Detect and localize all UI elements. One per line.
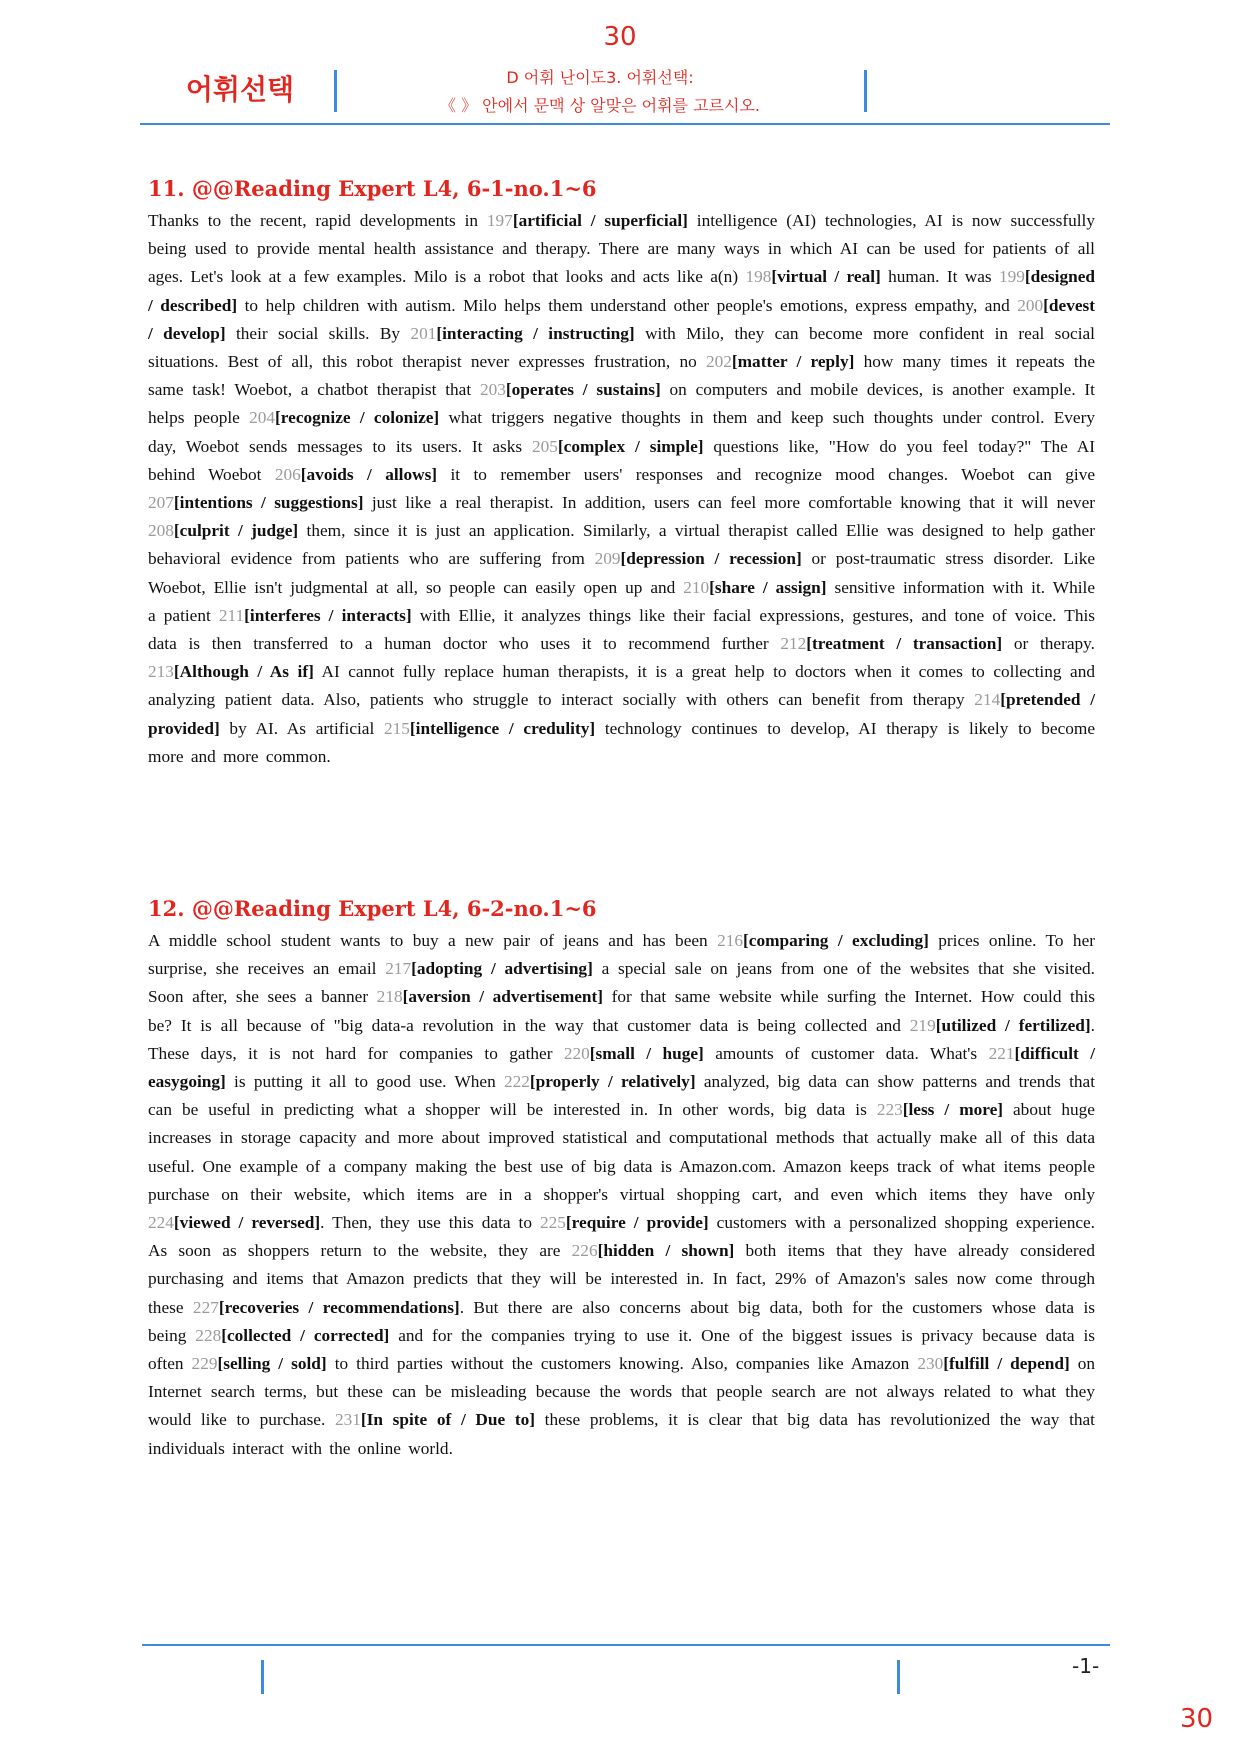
passage-text-run: them, since it is just an application. Similarly, a virtual therapist called Ellie was designed to help gather behavioral evidence from patients who are suffering from (148, 521, 1095, 569)
answer-choices: [treatment / transaction] (806, 634, 1003, 654)
passage-text-run: with Milo, they can become more confident in real social situations. Best of all, this robot therapist never expresses frustration, no (148, 323, 1095, 372)
answer-choices: [difficult / easygoing] (148, 1043, 1096, 1092)
footer-divider-right (897, 1660, 900, 1694)
passage-text-run: technology continues to develop, AI therapy is likely to become more and more common. (148, 718, 1095, 766)
passage-text-run: Thanks to the recent, rapid developments in (148, 211, 487, 230)
question-section-11 (148, 176, 1095, 771)
answer-choices: [matter / reply] (731, 352, 855, 372)
answer-choices: [devest / develop] (148, 295, 1095, 343)
question-number: 203 (479, 380, 506, 400)
passage-text-run: customers with a personalized shopping experience. As soon as shoppers return to the website, they are (148, 1213, 1095, 1261)
question-number: 215 (384, 718, 410, 738)
passage-text-run: sensitive information with it. While a patient (148, 577, 1095, 625)
answer-choices: [viewed / reversed] (173, 1213, 321, 1233)
header-rule (140, 123, 1110, 125)
answer-choices: [intentions / suggestions] (173, 493, 364, 513)
answer-choices: [intelligence / credulity] (409, 718, 596, 738)
question-number: 206 (274, 464, 301, 484)
header-subtitle-line2: 《 》 안에서 문맥 상 알맞은 어휘를 고르시오. (440, 96, 760, 115)
question-number: 209 (594, 549, 621, 569)
passage-text (148, 927, 1095, 1463)
question-number: 216 (717, 931, 744, 950)
passage-text-run: or therapy. (1002, 634, 1095, 654)
header-title: 어휘선택 (185, 73, 295, 106)
answer-choices: [less / more] (902, 1100, 1004, 1120)
answer-choices: [pretended / provided] (148, 690, 1095, 738)
question-number: 229 (191, 1354, 218, 1374)
passage-text-run: intelligence (AI) technologies, AI is now successfully being used to provide mental health assistance and therapy. There are many ways in which AI can be used for patients of all ages. Let's look at a few examples. Milo is a robot that looks and acts like a(n) (148, 211, 1095, 287)
question-section-12 (148, 896, 1095, 1463)
question-number: 202 (705, 352, 732, 372)
header-subtitle (340, 64, 860, 120)
passage-text-run: questions like, "How do you feel today?" The AI behind Woebot (148, 436, 1095, 484)
answer-choices: [depression / recession] (620, 549, 802, 569)
passage-text-run: on Internet search terms, but these can be misleading because the words that people search are not always related to what they would like to purchase. (148, 1354, 1096, 1430)
section-title: 12. @@Reading Expert L4, 6-2-no.1~6 (148, 896, 597, 921)
passage-text-run: human. It was (880, 267, 999, 287)
header-divider-right (864, 70, 867, 112)
passage-text-run: by AI. As artificial (219, 718, 384, 738)
passage-text-run: a special sale on jeans from one of the websites that she visited. Soon after, she sees a banner (148, 959, 1095, 1007)
answer-choices: [interferes / interacts] (244, 605, 412, 625)
question-number: 223 (876, 1100, 903, 1120)
answer-choices: [utilized / fertilized] (935, 1015, 1091, 1035)
answer-choices: [complex / simple] (557, 436, 704, 456)
answer-choices: [properly / relatively] (529, 1072, 696, 1092)
question-number: 213 (148, 662, 174, 682)
answer-choices: [interacting / instructing] (436, 323, 635, 343)
question-number: 219 (909, 1015, 936, 1035)
answer-choices: [avoids / allows] (300, 464, 438, 484)
passage-text-run: to third parties without the customers knowing. Also, companies like Amazon (326, 1354, 918, 1374)
page-number-bottom: 30 (1180, 1704, 1214, 1734)
question-number: 199 (998, 267, 1025, 287)
answer-choices: [require / provide] (565, 1213, 709, 1233)
question-number: 221 (988, 1043, 1015, 1063)
question-number: 227 (192, 1297, 219, 1317)
question-number: 197 (486, 211, 513, 230)
passage-text-run: . These days, it is not hard for companies to gather (148, 1015, 1095, 1063)
passage-text-run: to help children with autism. Milo helps them understand other people's emotions, express empathy, and (237, 295, 1018, 315)
question-number: 222 (504, 1072, 530, 1092)
passage-text-run: and for the companies trying to use it. One of the biggest issues is privacy because data is often (148, 1325, 1095, 1374)
passage-text-run: both items that they have already considered purchasing and items that Amazon predicts that they will be interested in. In fact, 29% of Amazon's sales now come through these (148, 1241, 1095, 1317)
question-number: 198 (745, 267, 772, 287)
passage-text-run: amounts of customer data. What's (703, 1043, 989, 1063)
answer-choices: [artificial / superficial] (512, 211, 688, 230)
question-number: 226 (571, 1241, 598, 1261)
passage-text-run: their social skills. By (225, 323, 411, 343)
question-number: 228 (195, 1325, 222, 1345)
page-number-top: 30 (603, 22, 637, 52)
question-number: 217 (385, 959, 412, 979)
question-number: 214 (974, 690, 1001, 710)
question-number: 211 (218, 605, 245, 625)
footer-page-marker: -1- (1072, 1654, 1100, 1678)
question-number: 205 (532, 436, 558, 456)
passage-text-run: it to remember users' responses and recognize mood changes. Woebot can give (437, 464, 1096, 484)
answer-choices: [selling / sold] (217, 1354, 327, 1374)
header-divider-left (334, 70, 337, 112)
answer-choices: [operates / sustains] (505, 380, 661, 400)
answer-choices: [In spite of / Due to] (360, 1410, 535, 1430)
question-number: 230 (917, 1354, 944, 1374)
question-number: 207 (148, 493, 174, 513)
passage-text-run: about huge increases in storage capacity and more about improved statistical and computational methods that actually make all of this data useful. One example of a company making the best use of big data is Amazon.com. Amazon keeps track of what items people purchase on their website, which items are in a shopper's virtual shopping cart, and even which items they have only (148, 1100, 1095, 1204)
answer-choices: [hidden / shown] (597, 1241, 735, 1261)
answer-choices: [small / huge] (589, 1043, 704, 1063)
question-number: 231 (334, 1410, 361, 1430)
passage-text (148, 207, 1095, 771)
question-number: 220 (563, 1043, 590, 1063)
question-number: 225 (540, 1213, 566, 1233)
answer-choices: [recognize / colonize] (275, 408, 440, 428)
passage-text-run: . But there are also concerns about big data, both for the customers whose data is being (148, 1297, 1096, 1345)
passage-text-run: how many times it repeats the same task! Woebot, a chatbot therapist that (148, 352, 1095, 400)
answer-choices: [culprit / judge] (173, 521, 299, 541)
passage-text-run: . Then, they use this data to (320, 1213, 540, 1233)
answer-choices: [Although / As if] (173, 662, 314, 682)
passage-text-run: prices online. To her surprise, she receives an email (148, 931, 1095, 979)
passage-text-run: just like a real therapist. In addition, users can feel more comfortable knowing that it will never (363, 493, 1095, 513)
answer-choices: [virtual / real] (771, 267, 881, 287)
passage-text-run: analyzed, big data can show patterns and trends that can be useful in predicting what a shopper will be interested in. In other words, big data is (148, 1072, 1096, 1120)
answer-choices: [adopting / advertising] (411, 959, 593, 979)
question-number: 224 (148, 1213, 174, 1233)
header-subtitle-line1: D 어휘 난이도3. 어휘선택: (506, 68, 694, 87)
answer-choices: [aversion / advertisement] (402, 987, 604, 1007)
passage-text-run: with Ellie, it analyzes things like their facial expressions, gestures, and tone of voice. This data is then transferred to a human doctor who uses it to recommend further (148, 605, 1095, 654)
passage-text-run: or post-traumatic stress disorder. Like Woebot, Ellie isn't judgmental at all, so people can easily open up and (148, 549, 1096, 597)
passage-text-run: AI cannot fully replace human therapists, it is a great help to doctors when it comes to collecting and analyzing patient data. Also, patients who struggle to interact socially with others can benefit from therapy (148, 662, 1095, 710)
passage-text-run: for that same website while surfing the Internet. How could this be? It is all because of "big data-a revolution in the way that customer data is being collected and (148, 987, 1096, 1035)
answer-choices: [comparing / excluding] (743, 931, 929, 950)
question-number: 218 (376, 987, 403, 1007)
question-number: 212 (780, 634, 807, 654)
answer-choices: [recoveries / recommendations] (218, 1297, 460, 1317)
answer-choices: [share / assign] (709, 577, 827, 597)
passage-text-run: what triggers negative thoughts in them and keep such thoughts under control. Every day, Woebot sends messages to its users. It asks (148, 408, 1095, 456)
answer-choices: [designed / described] (148, 267, 1095, 315)
answer-choices: [collected / corrected] (221, 1325, 390, 1345)
question-number: 201 (410, 323, 437, 343)
passage-text-run: these problems, it is clear that big data has revolutionized the way that individuals interact with the online world. (148, 1410, 1095, 1458)
answer-choices: [fulfill / depend] (943, 1354, 1070, 1374)
passage-text-run: A middle school student wants to buy a new pair of jeans and has been (148, 931, 718, 950)
question-number: 200 (1017, 295, 1044, 315)
footer-rule (142, 1644, 1110, 1646)
section-title: 11. @@Reading Expert L4, 6-1-no.1~6 (148, 176, 597, 201)
question-number: 204 (249, 408, 276, 428)
question-number: 208 (148, 521, 174, 541)
passage-text-run: on computers and mobile devices, is another example. It helps people (148, 380, 1095, 428)
passage-text-run: is putting it all to good use. When (225, 1072, 504, 1092)
footer-divider-left (261, 1660, 264, 1694)
question-number: 210 (683, 577, 710, 597)
